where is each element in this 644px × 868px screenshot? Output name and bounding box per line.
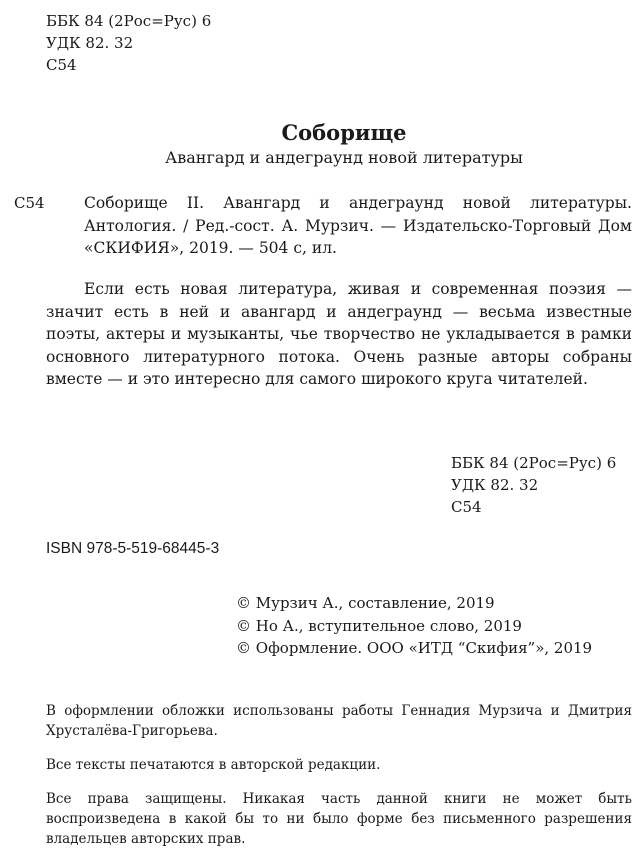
edition-note: Все тексты печатаются в авторской редакции.	[46, 757, 381, 773]
cover-note: В оформлении обложки использованы работы Геннадия Мурзича и Дмитрия Хрусталёва-Григорьева.	[46, 703, 632, 739]
copyright-line: © Оформление. ООО «ИТД “Скифия”», 2019	[236, 639, 593, 657]
notes-block	[46, 701, 632, 849]
book-subtitle: Авангард и андеграунд новой литературы	[165, 148, 523, 167]
bibliographic-entry: Соборище II. Авангард и андеграунд новой литературы. Антология. / Ред.-сост. А. Мурзич. — Издательско-Торговый Дом «СКИФИЯ», 2019. — 504 с, ил.	[84, 194, 632, 257]
copyright-block	[236, 592, 592, 660]
classification-block-top	[46, 10, 211, 76]
bbk-code: ББК 84 (2Рос=Рус) 6	[451, 454, 617, 472]
copyright-line: © Мурзич А., составление, 2019	[236, 594, 495, 612]
annotation-text: Если есть новая литература, живая и современная поэзия — значит есть в ней и авангард и андеграунд — весьма известные поэты, актеры и музыканты, чье творчество не укладывается в рамки основного литературного потока. Очень разные авторы собраны вместе — и это интересно для самого широкого круга читателей.	[46, 280, 632, 388]
isbn: ISBN 978-5-519-68445-3	[46, 540, 220, 557]
classification-block-bottom	[451, 452, 616, 518]
copyright-line: © Но А., вступительное слово, 2019	[236, 616, 522, 635]
rights-note: Все права защищены. Никакая часть данной книги не может быть воспроизведена в какой бы то ни было форме без письменного разрешения владельцев авторских прав.	[46, 791, 632, 847]
udk-code: УДК 82. 32	[451, 476, 539, 494]
bibliographic-author-mark: С54	[14, 194, 45, 212]
udk-code: УДК 82. 32	[46, 34, 134, 52]
author-mark: С54	[46, 56, 77, 74]
bbk-code: ББК 84 (2Рос=Рус) 6	[46, 12, 212, 30]
book-title: Соборище	[281, 120, 407, 145]
author-mark: С54	[451, 498, 482, 516]
